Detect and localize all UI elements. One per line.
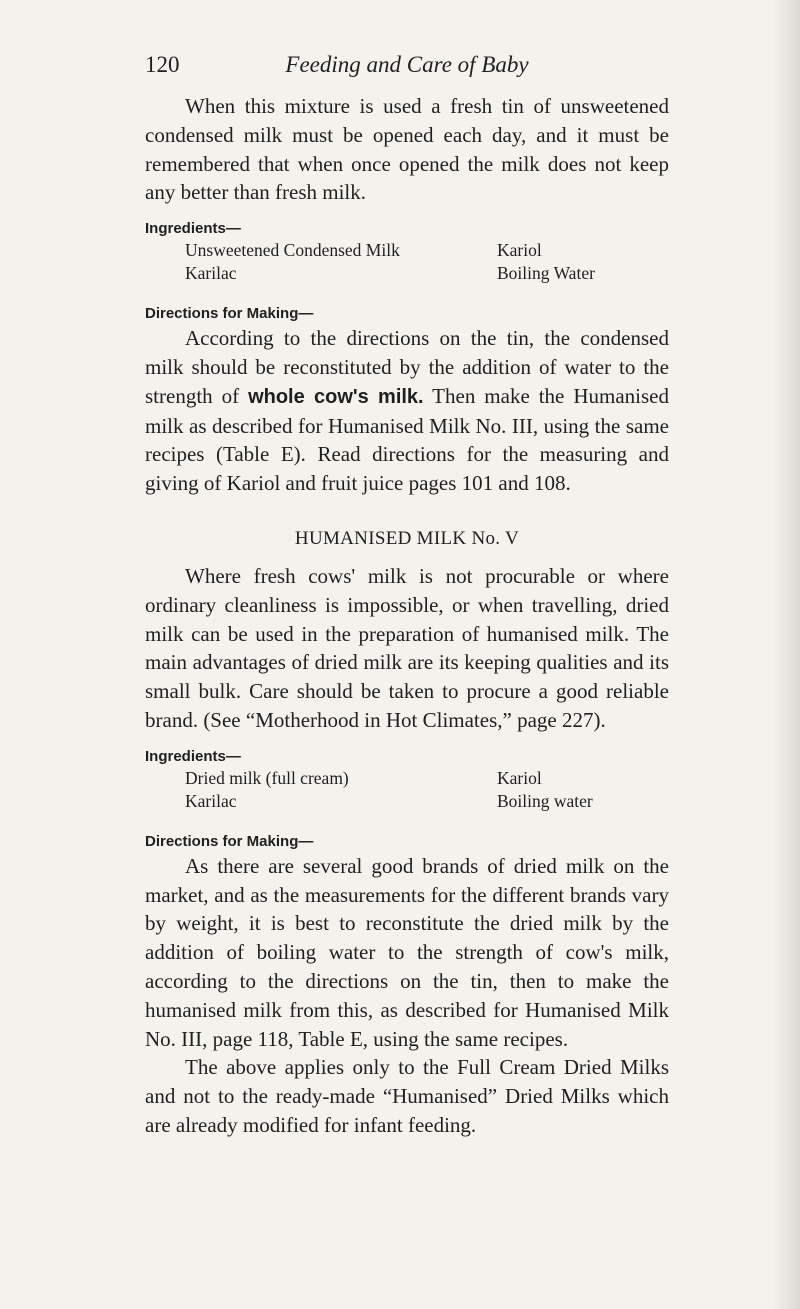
emphasis-text: whole cow's milk. (248, 385, 424, 408)
ingredients-label: Ingredients— (145, 220, 241, 238)
ingredient-item: Unsweetened Condensed Milk (185, 240, 400, 261)
directions-label: Directions for Making— (145, 305, 314, 323)
directions-paragraph: The above applies only to the Full Cream Dried Milks and not to the ready-made “Humanised” Dried Milks which are already modified for infant feeding. (145, 1055, 669, 1137)
ingredient-item: Kariol (497, 767, 542, 788)
running-title: Feeding and Care of Baby (285, 52, 529, 77)
intro-paragraph: When this mixture is used a fresh tin of unsweetened condensed milk must be opened each day, and it must be remembered that when once opened the milk does not keep any better than fresh milk. (145, 94, 669, 205)
ingredient-item: Karilac (185, 790, 237, 811)
ingredient-item: Boiling Water (497, 263, 595, 284)
directions-text: According to the directions on the tin, the condensed milk should be reconstituted by the addition of water to the strength of (145, 326, 669, 408)
ingredient-item: Dried milk (full cream) (185, 767, 349, 788)
ingredient-item: Boiling water (497, 790, 593, 811)
page-header (145, 52, 669, 92)
ingredients-list (145, 767, 669, 813)
directions-paragraph (145, 324, 669, 498)
ingredient-item: Karilac (185, 263, 237, 284)
directions-paragraph: As there are several good brands of dried milk on the market, and as the measurements for the different brands vary by weight, it is best to reconstitute the dried milk by the addition of boiling water to the strength of cow's milk, according to the directions on the tin, then to make the humanised milk from this, as described for Humanised Milk No. III, page 118, Table E, using the same recipes. (145, 853, 669, 1051)
directions-text: Then make the Humanised milk as described for Humanised Milk No. III, using the same recipes (Table E). Read directions for the measuring and giving of Kariol and fruit juice pages 101 and 108. (145, 383, 669, 496)
ingredient-item: Kariol (497, 240, 542, 261)
page-edge-shadow (772, 0, 800, 1309)
ingredients-label: Ingredients— (145, 747, 241, 765)
page-number: 120 (145, 52, 180, 77)
section-paragraph: Where fresh cows' milk is not procurable or where ordinary cleanliness is impossible, or when travelling, dried milk can be used in the preparation of humanised milk. The main advantages of dried milk are its keeping qualities and its small bulk. Care should be taken to procure a good reliable brand. (See “Motherhood in Hot Climates,” page 227). (145, 563, 669, 732)
directions-label: Directions for Making— (145, 832, 314, 850)
ingredients-list (145, 239, 669, 285)
section-title: HUMANISED MILK No. V (294, 527, 520, 549)
book-page (145, 52, 669, 1140)
